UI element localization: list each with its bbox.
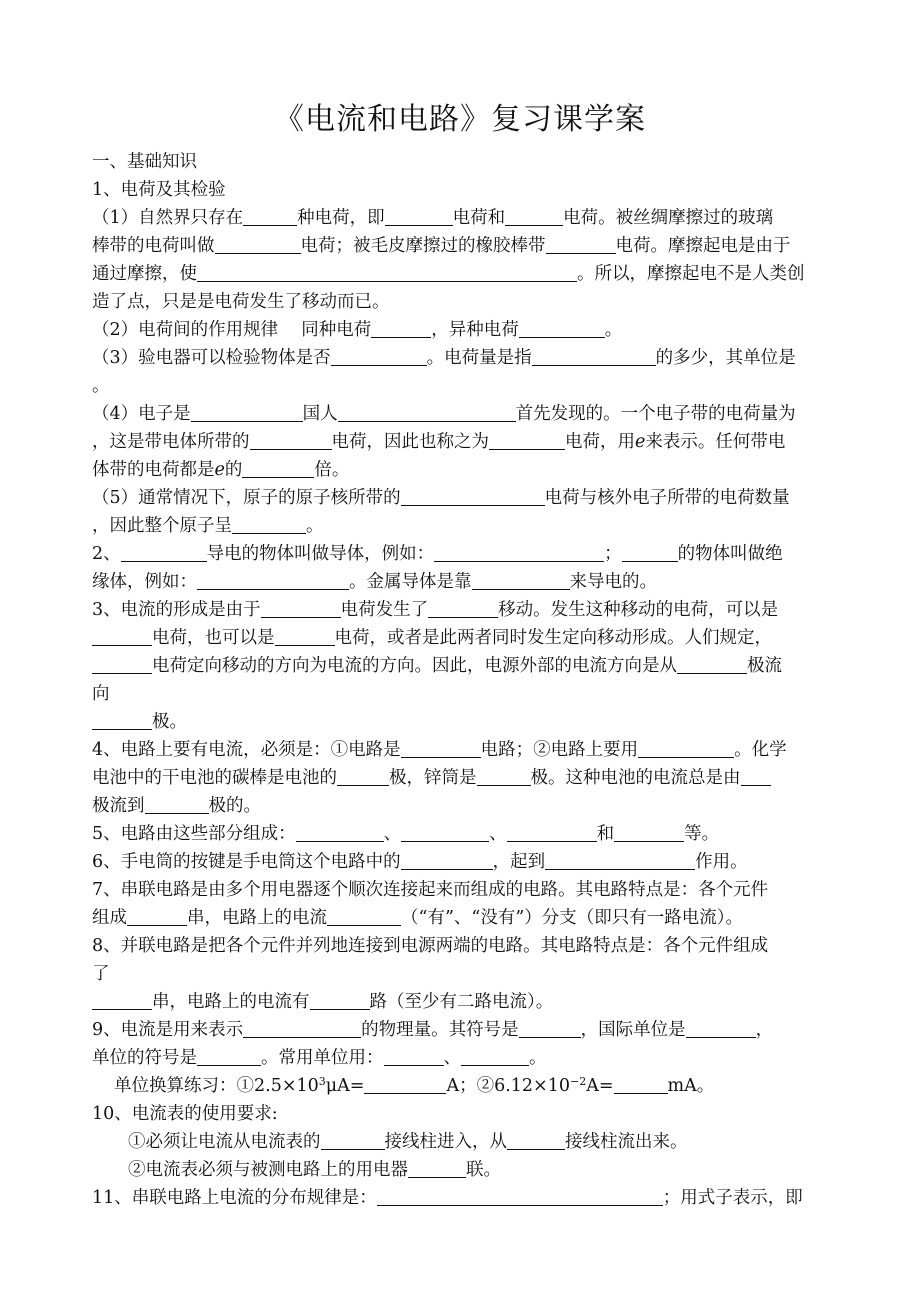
answer-blank[interactable] — [507, 1129, 565, 1150]
answer-blank[interactable] — [545, 849, 695, 870]
answer-blank[interactable] — [232, 513, 306, 534]
answer-blank[interactable] — [546, 233, 616, 254]
item-1-1-line-1: （1）自然界只存在 种电荷，即 电荷和 电荷。被丝绸摩擦过的玻璃 — [92, 204, 842, 232]
answer-blank[interactable] — [377, 1185, 663, 1206]
answer-blank[interactable] — [401, 485, 545, 506]
answer-blank[interactable] — [327, 905, 401, 926]
answer-blank[interactable] — [310, 989, 370, 1010]
answer-blank[interactable] — [92, 625, 152, 646]
answer-blank[interactable] — [296, 821, 384, 842]
item-4-line-3: 极流到 极的。 — [92, 792, 842, 820]
answer-blank[interactable] — [92, 653, 152, 674]
answer-blank[interactable] — [197, 261, 577, 282]
answer-blank[interactable] — [489, 429, 565, 450]
answer-blank[interactable] — [321, 1129, 385, 1150]
answer-blank[interactable] — [401, 849, 493, 870]
item-1-3-line-1: （3）验电器可以检验物体是否 。电荷量是指 的多少，其单位是 — [92, 344, 842, 372]
answer-blank[interactable] — [477, 765, 531, 786]
answer-blank[interactable] — [401, 821, 489, 842]
item-10-heading: 10、电流表的使用要求: — [92, 1104, 278, 1124]
item-1-1-line-3: 通过摩擦，使 。所以，摩擦起电不是人类创 — [92, 260, 842, 288]
answer-blank[interactable] — [428, 597, 498, 618]
answer-blank[interactable] — [686, 1017, 756, 1038]
answer-blank[interactable] — [215, 233, 301, 254]
item-3-line-3: 电荷定向移动的方向为电流的方向。因此，电源外部的电流方向是从 极流 — [92, 652, 842, 680]
item-9-line-1: 9、电流是用来表示 的物理量。其符号是 ，国际单位是 ， — [92, 1016, 842, 1044]
answer-blank[interactable] — [622, 541, 678, 562]
answer-blank[interactable] — [261, 597, 341, 618]
item-1-4-line-1: （4）电子是 国人 首先发现的。一个电子带的电荷量为 — [92, 400, 842, 428]
item-9-line-2: 单位的符号是 。常用单位用： 、 。 — [92, 1044, 842, 1072]
answer-blank[interactable] — [461, 1045, 529, 1066]
answer-blank[interactable] — [472, 569, 570, 590]
answer-blank[interactable] — [275, 625, 335, 646]
answer-blank[interactable] — [92, 709, 152, 730]
item-1-4-line-2: ，这是带电体所带的 电荷，因此也称之为 电荷，用e来表示。任何带电 — [92, 428, 842, 456]
answer-blank[interactable] — [401, 737, 481, 758]
item-1-4-line-3: 体带的电荷都是e的 倍。 — [92, 456, 842, 484]
answer-blank[interactable] — [121, 541, 207, 562]
section-heading: 一、基础知识 — [92, 152, 197, 172]
answer-blank[interactable] — [434, 541, 604, 562]
page-title: 《电流和电路》复习课学案 — [274, 102, 646, 137]
item-6-line: 6、手电筒的按键是手电筒这个电路中的 ，起到 作用。 — [92, 848, 842, 876]
answer-blank[interactable] — [331, 345, 427, 366]
item-1-2-line: （2）电荷间的作用规律 同种电荷 ，异种电荷 。 — [92, 316, 842, 344]
item-10-rule-2: ②电流表必须与被测电路上的用电器 联。 — [128, 1156, 878, 1184]
item-1-1-line-2: 棒带的电荷叫做 电荷；被毛皮摩擦过的橡胶棒带 电荷。摩擦起电是由于 — [92, 232, 842, 260]
answer-blank[interactable] — [242, 457, 314, 478]
unit-conversion-line: 单位换算练习：$①2.5\times 10^3\mu A= A$；$②6.12\times 10^{-2}A=$ mA。 — [114, 1075, 715, 1096]
item-3-line-1: 3、电流的形成是由于 电荷发生了 移动。发生这种移动的电荷，可以是 — [92, 596, 842, 624]
item-2-line-2: 缘体，例如： 。金属导体是靠 来导电的。 — [92, 568, 842, 596]
answer-blank[interactable] — [532, 345, 656, 366]
answer-blank[interactable] — [507, 821, 597, 842]
answer-blank[interactable] — [614, 821, 684, 842]
item-8-line-3: 串，电路上的电流有 路（至少有二路电流）。 — [92, 988, 842, 1016]
item-1-5-line-1: （5）通常情况下，原子的原子核所带的 电荷与核外电子所带的电荷数量 — [92, 484, 842, 512]
item-2-line-1: 2、 导电的物体叫做导体，例如： ； 的物体叫做绝 — [92, 540, 842, 568]
answer-blank[interactable] — [741, 765, 771, 786]
answer-blank[interactable] — [250, 429, 332, 450]
item-7-line-1: 7、串联电路是由多个用电器逐个顺次连接起来而组成的电路。其电路特点是：各个元件 — [92, 880, 769, 900]
answer-blank[interactable] — [614, 1073, 668, 1094]
answer-blank[interactable] — [371, 317, 431, 338]
answer-blank[interactable] — [197, 569, 349, 590]
answer-blank[interactable] — [519, 317, 605, 338]
answer-blank[interactable] — [384, 1045, 444, 1066]
answer-blank[interactable] — [197, 1045, 261, 1066]
answer-blank[interactable] — [505, 205, 563, 226]
answer-blank[interactable] — [145, 793, 209, 814]
item-7-line-2: 组成 串，电路上的电流 （“有”、“没有”）分支（即只有一路电流）。 — [92, 904, 842, 932]
answer-blank[interactable] — [243, 205, 297, 226]
answer-blank[interactable] — [337, 765, 389, 786]
answer-blank[interactable] — [677, 653, 747, 674]
item-1-heading: 1、电荷及其检验 — [92, 180, 226, 200]
item-10-rule-1: ①必须让电流从电流表的 接线柱进入，从 接线柱流出来。 — [128, 1128, 878, 1156]
answer-blank[interactable] — [191, 401, 303, 422]
answer-blank[interactable] — [243, 1017, 361, 1038]
item-8-line-1: 8、并联电路是把各个元件并列地连接到电源两端的电路。其电路特点是：各个元件组成 — [92, 936, 769, 956]
item-11-line: 11、串联电路上电流的分布规律是： ；用式子表示，即 — [92, 1184, 842, 1212]
item-1-1-line-4: 造了点，只是是电荷发生了移动而已。 — [92, 292, 390, 312]
item-4-line-2: 电池中的干电池的碳棒是电池的 极，锌筒是 极。这种电池的电流总是由 — [92, 764, 842, 792]
answer-blank[interactable] — [408, 1157, 466, 1178]
answer-blank[interactable] — [385, 205, 453, 226]
answer-blank[interactable] — [127, 905, 187, 926]
answer-blank[interactable] — [519, 1017, 581, 1038]
answer-blank[interactable] — [92, 989, 152, 1010]
item-3-line-5: 极。 — [92, 708, 842, 736]
item-3-line-4: 向 — [92, 684, 110, 704]
item-4-line-1: 4、电路上要有电流，必须是：①电路是 电路；②电路上要用 。化学 — [92, 736, 842, 764]
item-1-5-line-2: ，因此整个原子呈 。 — [92, 512, 842, 540]
item-5-line: 5、电路由这些部分组成： 、 、 和 等。 — [92, 820, 842, 848]
answer-blank[interactable] — [338, 401, 516, 422]
item-1-3-line-2: 。 — [92, 376, 110, 396]
item-3-line-2: 电荷，也可以是 电荷，或者是此两者同时发生定向移动形成。人们规定， — [92, 624, 842, 652]
answer-blank[interactable] — [364, 1073, 446, 1094]
item-8-line-2: 了 — [92, 964, 110, 984]
answer-blank[interactable] — [638, 737, 734, 758]
